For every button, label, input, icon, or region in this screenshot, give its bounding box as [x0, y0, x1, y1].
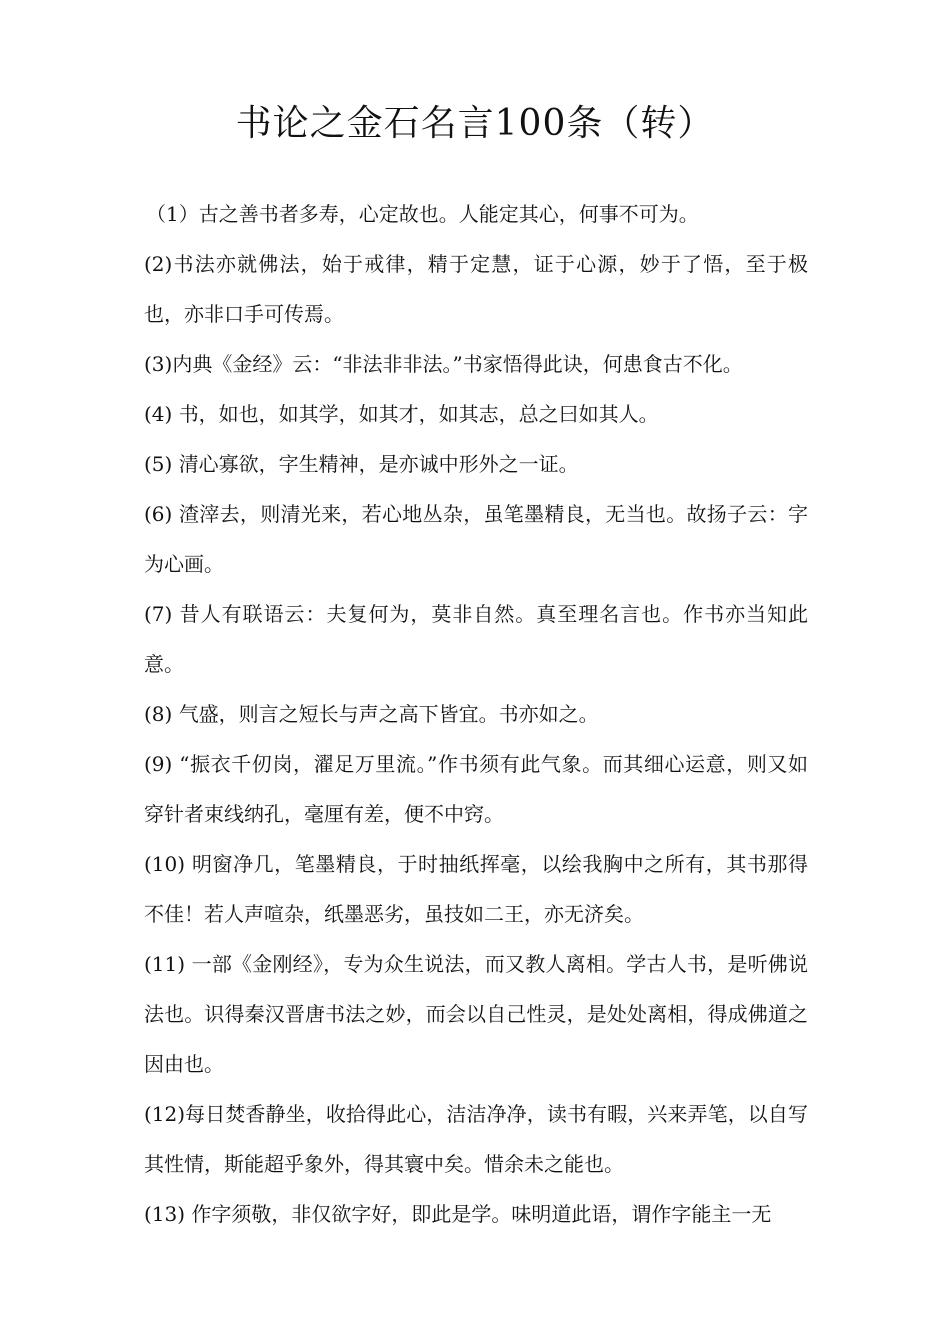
paragraph-7: (7) 昔人有联语云：夫复何为，莫非自然。真至理名言也。作书亦当知此意。 [144, 602, 808, 676]
paragraph-13: (13) 作字须敬，非仅欲字好，即此是学。味明道此语，谓作字能主一无 [144, 1202, 772, 1226]
document-body [144, 189, 808, 1239]
paragraph-12: (12)每日焚香静坐，收拾得此心，洁洁净净，读书有暇，兴来弄笔，以自写其性情，斯能超乎象外，得其寰中矣。惜余未之能也。 [144, 1102, 808, 1176]
paragraph-5: (5) 清心寡欲，字生精神，是亦诚中形外之一证。 [144, 452, 579, 476]
paragraph-3: (3)内典《金经》云：“非法非非法。”书家悟得此诀，何患食古不化。 [144, 352, 743, 376]
paragraph-2: (2)书法亦就佛法，始于戒律，精于定慧，证于心源，妙于了悟，至于极也，亦非口手可传焉。 [144, 252, 808, 326]
paragraph-1: （1）古之善书者多寿，心定故也。人能定其心，何事不可为。 [146, 202, 699, 226]
paragraph-4: (4) 书，如也，如其学，如其才，如其志，总之曰如其人。 [144, 402, 659, 426]
paragraph-8: (8) 气盛，则言之短长与声之高下皆宜。书亦如之。 [144, 702, 599, 726]
paragraph-6: (6) 渣滓去，则清光来，若心地丛杂，虽笔墨精良，无当也。故扬子云：字为心画。 [144, 502, 808, 576]
paragraph-10: (10) 明窗净几，笔墨精良，于时抽纸挥毫，以绘我胸中之所有，其书那得不佳！若人声喧杂，纸墨恶劣，虽技如二王，亦无济矣。 [144, 852, 808, 926]
paragraph-11: (11) 一部《金刚经》，专为众生说法，而又教人离相。学古人书，是听佛说法也。识得秦汉晋唐书法之妙，而会以自己性灵，是处处离相，得成佛道之因由也。 [144, 952, 808, 1076]
document-title: 书论之金石名言100条（转） [235, 103, 715, 144]
paragraph-9: (9) “振衣千仞岗，濯足万里流。”作书须有此气象。而其细心运意，则又如穿针者束线纳孔，毫厘有差，便不中窍。 [144, 752, 808, 826]
